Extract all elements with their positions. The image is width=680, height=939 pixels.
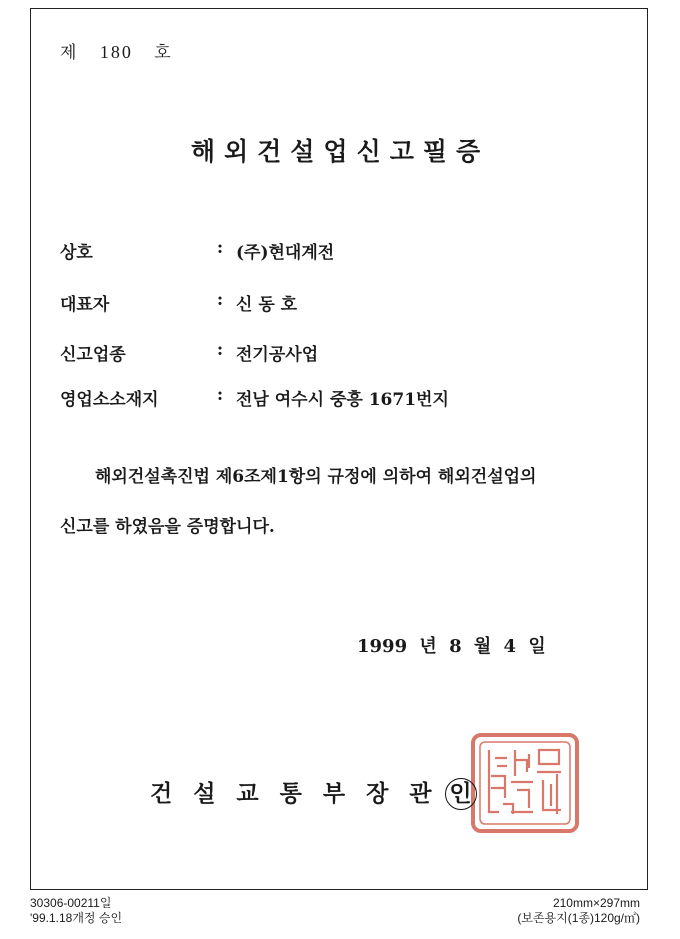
certification-text-line1: 해외건설촉진법 제6조제1항의 규정에 의하여 해외건설업의 [95, 467, 537, 487]
number-prefix: 제 [60, 43, 79, 63]
field-label: 상호 [60, 243, 93, 263]
field-value: 전기공사업 [236, 345, 319, 365]
official-seal-icon [467, 730, 582, 835]
certification-text-line2: 신고를 하였음을 증명합니다. [60, 517, 275, 537]
field-business-type [60, 340, 318, 365]
field-office-address [60, 385, 449, 410]
field-label: 신고업종 [60, 345, 126, 365]
field-representative [60, 290, 297, 315]
field-value: 전남 여수시 중흥 1671번지 [236, 390, 449, 410]
field-trade-name [60, 238, 334, 263]
colon: : [216, 340, 224, 360]
certificate-number [60, 38, 173, 63]
date-day-unit: 일 [528, 636, 546, 657]
field-value: 신 동 호 [236, 295, 298, 315]
number-suffix: 호 [154, 43, 173, 63]
colon: : [216, 238, 224, 258]
number-value: 180 [99, 42, 133, 62]
paper-spec [517, 896, 640, 926]
date-month-unit: 월 [473, 636, 492, 657]
paper-size: 210mm×297mm [552, 896, 640, 910]
field-value: (주)현대계전 [236, 243, 335, 263]
form-number: 30306-00211일 [30, 896, 112, 910]
date-month: 8 [449, 636, 462, 657]
date-day: 4 [503, 636, 517, 657]
colon: : [216, 385, 224, 405]
form-code [30, 896, 122, 926]
issuer-name: 건설교통부장관 [150, 780, 453, 807]
issuer [150, 775, 477, 810]
field-label: 영업소소재지 [60, 390, 159, 410]
date-year-unit: 년 [419, 636, 437, 657]
date-year: 1999 [357, 636, 408, 657]
issue-date [357, 632, 552, 658]
paper-type: (보존용지(1종)120g/㎡) [517, 911, 640, 925]
field-label: 대표자 [60, 295, 110, 315]
form-revision: '99.1.18개정 승인 [30, 911, 123, 925]
document-title: 해외건설업신고필증 [190, 137, 490, 166]
seal-mark: 인 [445, 778, 477, 810]
colon: : [216, 290, 224, 310]
